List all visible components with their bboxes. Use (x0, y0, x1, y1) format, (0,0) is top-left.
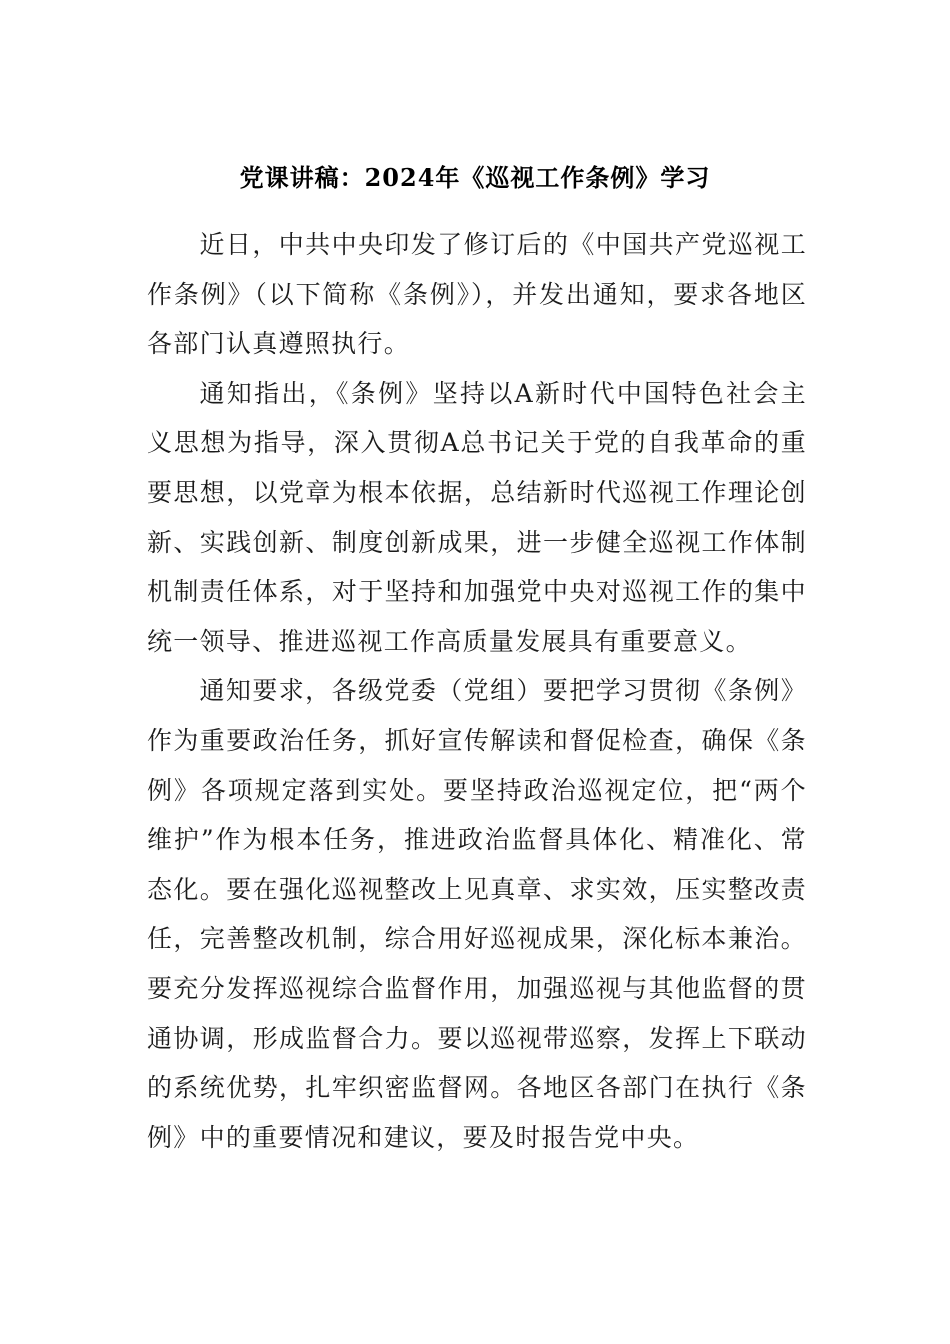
paragraph-3: 通知要求，各级党委（党组）要把学习贯彻《条例》作为重要政治任务，抓好宣传解读和督促检查，确保《条例》各项规定落到实处。要坚持政治巡视定位，把“两个维护”作为根本任务，推进政治监督具体化、精准化、常态化。要在强化巡视整改上见真章、求实效，压实整改责任，完善整改机制，综合用好巡视成果，深化标本兼治。要充分发挥巡视综合监督作用，加强巡视与其他监督的贯通协调，形成监督合力。要以巡视带巡察，发挥上下联动的系统优势，扎牢织密监督网。各地区各部门在执行《条例》中的重要情况和建议，要及时报告党中央。 (147, 676, 807, 1152)
document-body (147, 220, 807, 1162)
paragraph-2: 通知指出，《条例》坚持以A新时代中国特色社会主义思想为指导，深入贯彻A总书记关于党的自我革命的重要思想，以党章为根本依据，总结新时代巡视工作理论创新、实践创新、制度创新成果，进一步健全巡视工作体制机制责任体系，对于坚持和加强党中央对巡视工作的集中统一领导、推进巡视工作高质量发展具有重要意义。 (147, 378, 807, 656)
paragraph-1: 近日，中共中央印发了修订后的《中国共产党巡视工作条例》（以下简称《条例》），并发出通知，要求各地区各部门认真遵照执行。 (147, 230, 807, 359)
document-title: 党课讲稿：2024年《巡视工作条例》学习 (239, 163, 711, 192)
